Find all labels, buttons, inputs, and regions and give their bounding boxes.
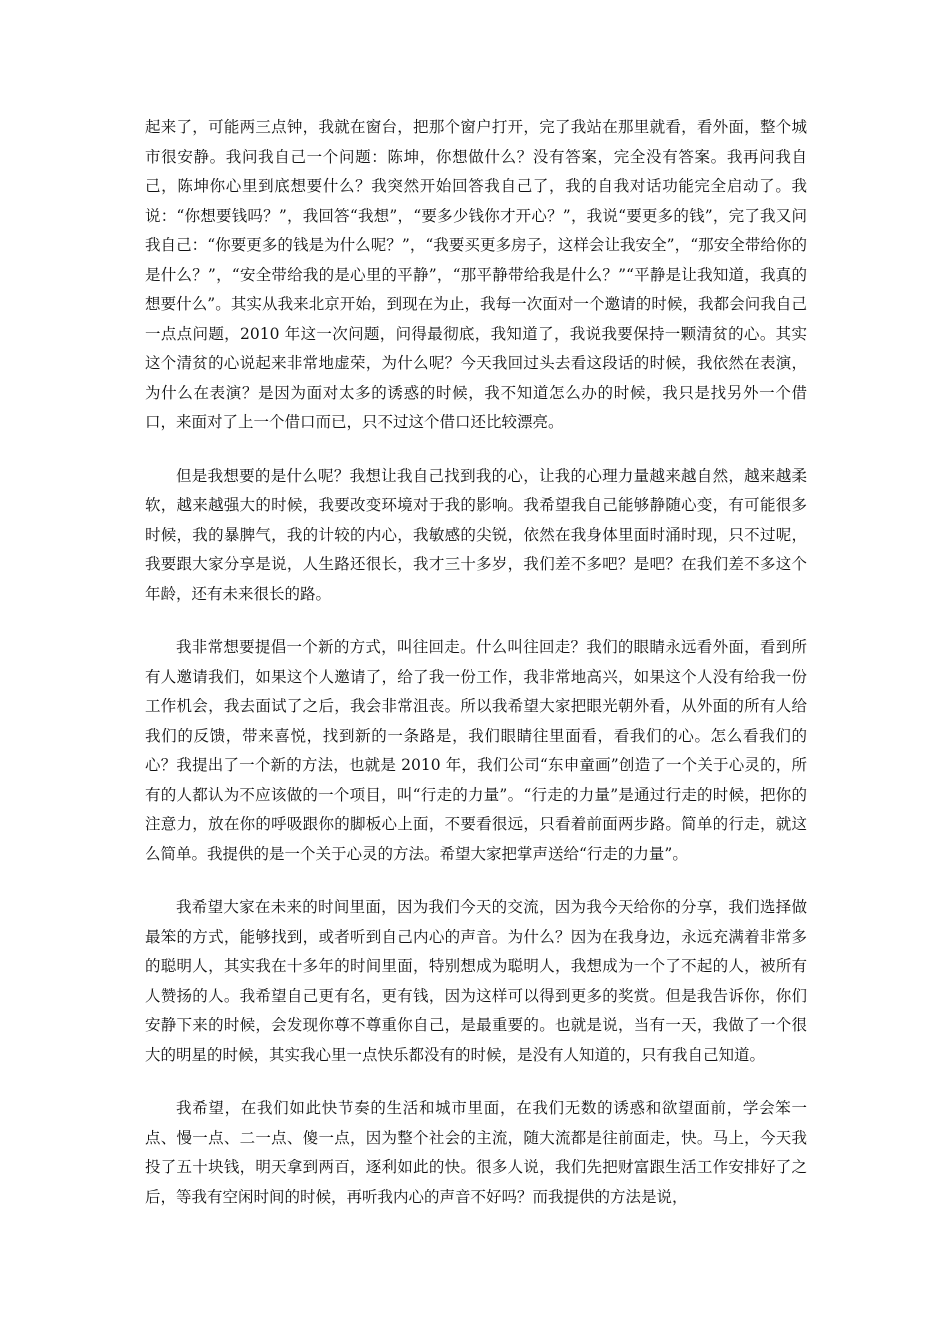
- paragraph-1: 起来了，可能两三点钟，我就在窗台，把那个窗户打开，完了我站在那里就看，看外面，整个城市很安静。我问我自己一个问题：陈坤，你想做什么？没有答案，完全没有答案。我再问我自己，陈坤你心里到底想要什么？我突然开始回答我自己了，我的自我对话功能完全启动了。我说：“你想要钱吗？”，我回答“我想”，“要多少钱你才开心？”，我说“要更多的钱”，完了我又问我自己：“你要更多的钱是为什么呢？”，“我要买更多房子，这样会让我安全”，“那安全带给你的是什么？”，“安全带给我的是心里的平静”，“那平静带给我是什么？”“平静是让我知道，我真的想要什么”。其实从我来北京开始，到现在为止，我每一次面对一个邀请的时候，我都会问我自己一点点问题，2010 年这一次问题，问得最彻底，我知道了，我说我要保持一颗清贫的心。其实这个清贫的心说起来非常地虚荣，为什么呢？今天我回过头去看这段话的时候，我依然在表演，为什么在表演？是因为面对太多的诱惑的时候，我不知道怎么办的时候，我只是找另外一个借口，来面对了上一个借口而已，只不过这个借口还比较漂亮。: [145, 118, 807, 431]
- paragraph-4: 我希望大家在未来的时间里面，因为我们今天的交流，因为我今天给你的分享，我们选择做最笨的方式，能够找到，或者听到自己内心的声音。为什么？因为在我身边，永远充满着非常多的聪明人，其实我在十多年的时间里面，特别想成为聪明人，我想成为一个了不起的人，被所有人赞扬的人。我希望自己更有名，更有钱，因为这样可以得到更多的奖赏。但是我告诉你，你们安静下来的时候，会发现你尊不尊重你自己，是最重要的。也就是说，当有一天，我做了一个很大的明星的时候，其实我心里一点快乐都没有的时候，是没有人知道的，只有我自己知道。: [145, 898, 807, 1064]
- document-page: [145, 113, 807, 1212]
- paragraph-2: 但是我想要的是什么呢？我想让我自己找到我的心，让我的心理力量越来越自然，越来越柔软，越来越强大的时候，我要改变环境对于我的影响。我希望我自己能够静随心变，有可能很多时候，我的暴脾气，我的计较的内心，我敏感的尖锐，依然在我身体里面时涌时现，只不过呢，我要跟大家分享是说，人生路还很长，我才三十多岁，我们差不多吧？是吧？在我们差不多这个年龄，还有未来很长的路。: [145, 466, 807, 603]
- paragraph-3: 我非常想要提倡一个新的方式，叫往回走。什么叫往回走？我们的眼睛永远看外面，看到所有人邀请我们，如果这个人邀请了，给了我一份工作，我非常地高兴，如果这个人没有给我一份工作机会，我去面试了之后，我会非常沮丧。所以我希望大家把眼光朝外看，从外面的所有人给我们的反馈，带来喜悦，找到新的一条路是，我们眼睛往里面看，看我们的心。怎么看我们的心？我提出了一个新的方法，也就是 2010 年，我们公司“东申童画”创造了一个关于心灵的，所有的人都认为不应该做的一个项目，叫“行走的力量”。“行走的力量”是通过行走的时候，把你的注意力，放在你的呼吸跟你的脚板心上面，不要看很远，只看着前面两步路。简单的行走，就这么简单。我提供的是一个关于心灵的方法。希望大家把掌声送给“行走的力量”。: [145, 638, 807, 863]
- paragraph-5: 我希望，在我们如此快节奏的生活和城市里面，在我们无数的诱惑和欲望面前，学会笨一点、慢一点、二一点、傻一点，因为整个社会的主流，随大流都是往前面走，快。马上，今天我投了五十块钱，明天拿到两百，逐利如此的快。很多人说，我们先把财富跟生活工作安排好了之后，等我有空闲时间的时候，再听我内心的声音不好吗？而我提供的方法是说，: [145, 1099, 807, 1206]
